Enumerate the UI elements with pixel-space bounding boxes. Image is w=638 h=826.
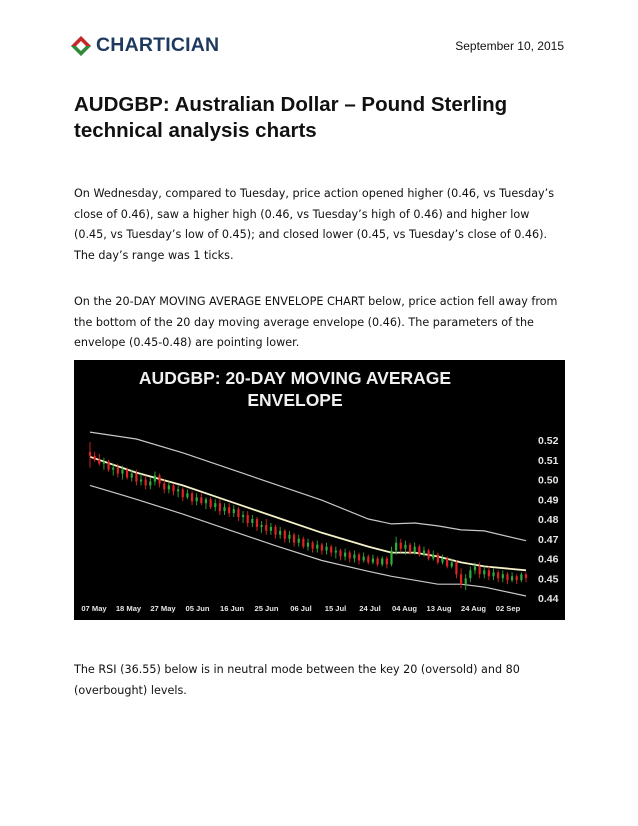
candle bbox=[441, 555, 443, 565]
candle bbox=[214, 499, 216, 511]
candle bbox=[330, 545, 332, 557]
candle bbox=[145, 476, 147, 490]
candle bbox=[506, 572, 508, 584]
candle bbox=[251, 515, 253, 527]
paragraph-rsi: The RSI (36.55) below is in neutral mode between the key 20 (oversold) and 80 (overbought) levels. bbox=[74, 663, 520, 697]
candle bbox=[321, 543, 323, 555]
candle bbox=[186, 489, 188, 499]
candle bbox=[358, 553, 360, 565]
y-tick-label: 0.49 bbox=[538, 494, 559, 507]
page-title: AUDGBP: Australian Dollar – Pound Sterling technical analysis charts bbox=[74, 93, 508, 142]
candle bbox=[298, 535, 300, 547]
candle bbox=[460, 568, 462, 588]
envelope-chart bbox=[74, 360, 565, 620]
candle bbox=[270, 523, 272, 535]
candle bbox=[168, 481, 170, 493]
candle bbox=[488, 566, 490, 580]
candle bbox=[427, 549, 429, 561]
candle bbox=[163, 480, 165, 494]
paragraph-price-action: On Wednesday, compared to Tuesday, price action opened higher (0.46, vs Tuesday’s close of 0.46), saw a higher high (0.46, vs Tuesday’s high of 0.46) and higher low (0.45, vs Tuesday’s low of 0.45); and closed lower (0.45, vs Tuesday’s close of 0.46). The day’s range was 1 ticks. bbox=[74, 187, 555, 262]
candle bbox=[205, 497, 207, 509]
candle bbox=[400, 539, 402, 553]
candle bbox=[284, 529, 286, 543]
candle bbox=[465, 574, 467, 590]
upper-envelope-line bbox=[90, 432, 526, 541]
candle bbox=[316, 541, 318, 553]
candle bbox=[516, 574, 518, 584]
candle bbox=[279, 527, 281, 539]
candle bbox=[228, 503, 230, 517]
candle bbox=[256, 517, 258, 531]
brand-logo bbox=[70, 34, 219, 57]
candle bbox=[158, 474, 160, 488]
y-tick-label: 0.47 bbox=[538, 533, 559, 546]
x-tick-label: 05 Jun bbox=[185, 604, 210, 613]
candle bbox=[103, 458, 105, 470]
diamond-logo-icon bbox=[70, 35, 92, 57]
candle bbox=[265, 519, 267, 535]
paragraph-envelope: On the 20-DAY MOVING AVERAGE ENVELOPE CHART below, price action fell away from the bottom of the 20 day moving average envelope (0.46). The parameters of the envelope (0.45-0.48) are pointing lower. bbox=[74, 295, 558, 349]
candle bbox=[261, 521, 263, 533]
x-tick-label: 24 Aug bbox=[460, 604, 487, 613]
candle bbox=[492, 568, 494, 580]
candle bbox=[94, 452, 96, 462]
candle bbox=[325, 543, 327, 555]
candle bbox=[335, 547, 337, 559]
candle bbox=[89, 442, 91, 468]
chart-title-line-2: ENVELOPE bbox=[247, 390, 343, 410]
x-tick-label: 27 May bbox=[150, 604, 176, 613]
candle bbox=[293, 533, 295, 547]
candle bbox=[376, 557, 378, 567]
candle bbox=[149, 478, 151, 490]
candle bbox=[437, 553, 439, 565]
candle bbox=[390, 547, 392, 567]
y-tick-label: 0.48 bbox=[538, 514, 559, 526]
candle bbox=[288, 531, 290, 543]
y-tick-label: 0.44 bbox=[538, 593, 559, 605]
candle bbox=[98, 454, 100, 466]
candle bbox=[302, 537, 304, 549]
candle bbox=[107, 460, 109, 472]
candle bbox=[469, 566, 471, 582]
x-tick-label: 04 Aug bbox=[391, 604, 418, 613]
candle bbox=[386, 557, 388, 569]
candle bbox=[219, 499, 221, 515]
candle bbox=[349, 551, 351, 563]
candle bbox=[367, 555, 369, 565]
candle bbox=[502, 570, 504, 582]
candle bbox=[247, 511, 249, 527]
candle bbox=[455, 560, 457, 578]
candle bbox=[363, 553, 365, 563]
candle bbox=[372, 555, 374, 565]
candle bbox=[344, 549, 346, 561]
candle bbox=[242, 511, 244, 523]
candle bbox=[520, 572, 522, 582]
x-tick-label: 25 Jun bbox=[254, 604, 279, 613]
y-tick-label: 0.50 bbox=[538, 474, 559, 487]
envelope-chart-svg bbox=[74, 360, 565, 620]
candle bbox=[432, 551, 434, 561]
candle bbox=[307, 539, 309, 551]
candle bbox=[237, 507, 239, 521]
candle bbox=[140, 474, 142, 486]
y-tick-label: 0.46 bbox=[538, 553, 559, 566]
x-tick-label: 15 Jul bbox=[324, 604, 347, 613]
moving-average-line bbox=[90, 457, 526, 571]
x-tick-label: 13 Aug bbox=[426, 604, 452, 613]
x-tick-label: 02 Sep bbox=[495, 604, 521, 613]
candle bbox=[200, 493, 202, 505]
candle bbox=[525, 572, 527, 582]
candle bbox=[177, 485, 179, 497]
x-tick-label: 07 May bbox=[81, 604, 107, 613]
x-tick-label: 24 Jul bbox=[359, 604, 381, 613]
candle bbox=[339, 549, 341, 561]
candle bbox=[511, 572, 513, 582]
candle bbox=[223, 503, 225, 515]
brand-name: CHARTICIAN bbox=[96, 34, 220, 56]
candle bbox=[154, 472, 156, 486]
candle bbox=[483, 566, 485, 578]
x-tick-label: 06 Jul bbox=[290, 604, 312, 613]
y-tick-label: 0.52 bbox=[538, 435, 559, 447]
candle bbox=[381, 557, 383, 567]
candle bbox=[191, 491, 193, 505]
candle bbox=[233, 505, 235, 517]
candle bbox=[312, 541, 314, 553]
candle bbox=[196, 493, 198, 505]
x-tick-label: 18 May bbox=[115, 604, 142, 613]
chart-title-line-1: AUDGBP: 20-DAY MOVING AVERAGE bbox=[138, 368, 452, 388]
candle bbox=[418, 545, 420, 557]
candle bbox=[209, 497, 211, 509]
y-tick-label: 0.45 bbox=[538, 573, 559, 586]
candle bbox=[182, 487, 184, 501]
report-date: September 10, 2015 bbox=[455, 39, 564, 53]
candle bbox=[172, 483, 174, 495]
y-tick-label: 0.51 bbox=[538, 454, 559, 467]
candle bbox=[353, 551, 355, 563]
x-tick-label: 16 Jun bbox=[219, 604, 245, 613]
candle bbox=[497, 570, 499, 582]
candle bbox=[274, 525, 276, 539]
